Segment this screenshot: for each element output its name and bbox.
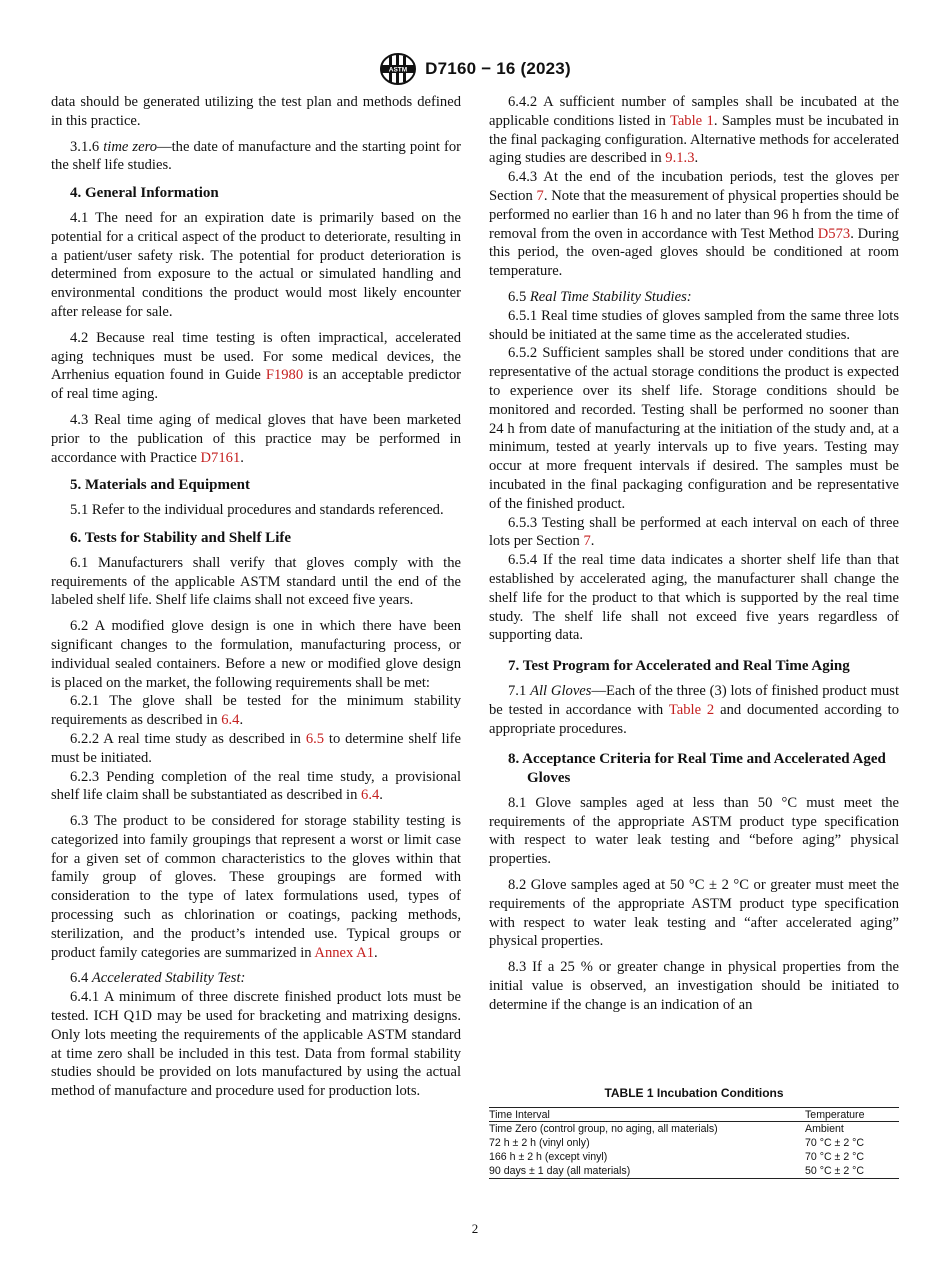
ref-6-4-link[interactable]: 6.4 <box>361 787 380 804</box>
table-cell: Ambient <box>805 1123 844 1135</box>
table-cell: 72 h ± 2 h (vinyl only) <box>489 1137 590 1149</box>
table-cell: 90 days ± 1 day (all materials) <box>489 1164 805 1179</box>
paragraph-6-2-3: 6.2.3 Pending completion of the real time study, a provisional shelf life claim shall be substantiated as described in 6.4. <box>51 768 461 804</box>
ref-6-5-link[interactable]: 6.5 <box>305 730 325 747</box>
paragraph-4-3: 4.3 Real time aging of medical gloves that have been marketed prior to the publication of this practice may be performed in accordance with Practice D7161. <box>51 411 461 466</box>
incubation-conditions-table <box>489 1107 899 1179</box>
page-number: 2 <box>471 1221 479 1236</box>
table-caption: TABLE 1 Incubation Conditions <box>604 1086 784 1100</box>
paragraph-6-5-2: 6.5.2 Sufficient samples shall be stored under conditions that are representative of the actual storage conditions the product is expected to experience over its shelf life. Storage conditions should be monitored and recorded. Testing shall be performed no sooner than 24 h from date of manufacturing at the initiation of the study and, at a minimum, tested at yearly intervals up to five years. Testing may occur at more frequent intervals if desired. The samples must be incubated in the final packaging configuration and be representative of the finished product. <box>489 345 899 512</box>
paragraph-8-3: 8.3 If a 25 % or greater change in physical properties from the initial value is observed, an investigation should be initiated to determine if the change is an indication of an <box>489 959 899 1013</box>
ref-d7161-link[interactable]: D7161 <box>200 449 241 466</box>
paragraph-6-1: 6.1 Manufacturers shall verify that gloves comply with the requirements of the applicable ASTM standard until the end of the labeled shelf life. Shelf life claims shall not exceed five years. <box>51 554 461 609</box>
table-cell: Time Zero (control group, no aging, all materials) <box>489 1123 718 1135</box>
paragraph-7-1: 7.1 All Gloves—Each of the three (3) lots of finished product must be tested in accordance with Table 2 and documented according to appropriate procedures. <box>489 682 900 737</box>
paragraph-6-5: 6.5 Real Time Stability Studies: <box>508 288 692 305</box>
ref-section-7-link[interactable]: 7 <box>536 187 544 204</box>
ref-section-7-link[interactable]: 7 <box>583 533 591 550</box>
table-cell: 166 h ± 2 h (except vinyl) <box>489 1151 608 1163</box>
ref-f1980-link[interactable]: F1980 <box>265 367 304 384</box>
paragraph-4-1: 4.1 The need for an expiration date is primarily based on the potential for a critical aspect of the product to deteriorate, resulting in a patient/user safety risk. The potential for product deterioration is determined from exposure to the actual or simulated handling and environmental conditions the product would most likely encounter after release for sale. <box>51 209 461 320</box>
paragraph-6-4-2: 6.4.2 A sufficient number of samples shall be incubated at the applicable conditions listed in Table 1. Samples must be incubated in the final packaging configuration. Alternative methods for accelerated aging studies are described in 9.1.3. <box>489 94 899 167</box>
section-4-heading: 4. General Information <box>70 185 219 202</box>
ref-9-1-3-link[interactable]: 9.1.3 <box>665 150 695 167</box>
ref-6-4-link[interactable]: 6.4 <box>221 712 240 729</box>
table-1 <box>489 1086 899 1179</box>
section-7-heading: 7. Test Program for Accelerated and Real Time Aging <box>508 658 850 675</box>
paragraph-6-4-1: 6.4.1 A minimum of three discrete finished product lots must be tested. ICH Q1D may be used for bracketing and matrixing designs. Only lots meeting the requirements of the applicable ASTM standard at time zero shall be included in this test. Data from formal stability studies should be provided on lots manufactured by using the actual method of manufacture and procedure used for production lots. <box>51 989 461 1100</box>
paragraph-6-2: 6.2 A modified glove design is one in which there have been significant changes to the formulation, manufacturing process, or individual sealed containers. Before a new or modified glove design is placed on the market, the following requirements shall be met: <box>51 618 461 691</box>
paragraph-6-4-3: 6.4.3 At the end of the incubation periods, test the gloves per Section 7. Note that the measurement of physical properties should be performed no earlier than 16 h and no later than 96 h from the time of removal from the oven in accordance with Test Method D573. During this period, the oven-aged gloves should be conditioned at room temperature. <box>489 169 899 280</box>
paragraph-6-2-1: 6.2.1 The glove shall be tested for the minimum stability requirements as described in 6.4. <box>51 693 461 729</box>
ref-d573-link[interactable]: D573 <box>817 225 851 242</box>
column-header-time-interval: Time Interval <box>489 1108 805 1122</box>
paragraph-3-1-6: 3.1.6 time zero—the date of manufacture and the starting point for the shelf life studies. <box>51 138 461 174</box>
table-row <box>489 1150 899 1164</box>
document-designation: D7160 − 16 (2023) <box>425 59 571 78</box>
ref-table-1-link[interactable]: Table 1 <box>669 112 714 129</box>
table-row <box>489 1164 899 1179</box>
paragraph-5-1: 5.1 Refer to the individual procedures and standards referenced. <box>70 502 444 519</box>
svg-text:ASTM: ASTM <box>388 66 408 74</box>
paragraph-8-1: 8.1 Glove samples aged at less than 50 °C must meet the requirements of the appropriate ASTM product type specification with respect to water leak testing and “before aging” physical properties. <box>489 794 899 868</box>
paragraph-8-2: 8.2 Glove samples aged at 50 °C ± 2 °C or greater must meet the requirements of the appropriate ASTM product type specification with respect to water leak testing and “after accelerated aging” physical properties. <box>489 877 899 950</box>
ref-table-2-link[interactable]: Table 2 <box>668 701 715 718</box>
table-cell: 70 °C ± 2 °C <box>805 1137 865 1149</box>
table-cell: 50 °C ± 2 °C <box>805 1164 899 1179</box>
page-header <box>0 52 950 86</box>
section-6-heading: 6. Tests for Stability and Shelf Life <box>70 529 292 546</box>
table-row <box>489 1122 899 1137</box>
paragraph-6-5-3: 6.5.3 Testing shall be performed at each interval on each of three lots per Section 7. <box>489 514 899 550</box>
paragraph-6-5-4: 6.5.4 If the real time data indicates a shorter shelf life than that established by accelerated aging, the manufacturer shall change the shelf life for the product to that which is supported by the real time study. The shelf life shall not exceed five years regardless of supporting data. <box>489 552 899 644</box>
table-cell: 70 °C ± 2 °C <box>805 1151 865 1163</box>
column-header-temperature: Temperature <box>805 1108 899 1122</box>
paragraph-6-4: 6.4 Accelerated Stability Test: <box>70 970 246 987</box>
paragraph-4-2: 4.2 Because real time testing is often impractical, accelerated aging techniques must be used. For some medical devices, the Arrhenius equation found in Guide F1980 is an acceptable predictor of real time aging. <box>51 329 462 403</box>
astm-logo-icon <box>379 52 417 86</box>
left-column <box>51 93 461 1101</box>
paragraph-6-5-1: 6.5.1 Real time studies of gloves sampled from the same three lots should be initiated at the same time as the accelerated studies. <box>489 307 899 343</box>
paragraph-continued: data should be generated utilizing the test plan and methods defined in this practice. <box>51 94 461 129</box>
ref-annex-a1-link[interactable]: Annex A1 <box>314 944 374 961</box>
section-8-heading: 8. Acceptance Criteria for Real Time and Accelerated Aged Gloves <box>508 751 886 787</box>
right-column <box>489 93 899 1015</box>
section-5-heading: 5. Materials and Equipment <box>70 477 251 494</box>
table-header-row <box>489 1108 899 1122</box>
paragraph-6-2-2: 6.2.2 A real time study as described in 6.5 to determine shelf life must be initiated. <box>51 730 461 766</box>
table-row <box>489 1136 899 1150</box>
paragraph-6-3: 6.3 The product to be considered for storage stability testing is categorized into family groupings that represent a worst or limit case for a given set of common characteristics to the gloves within that family group of gloves. These groupings are formed with consideration to the type of latex formulations used, types of processing such as chlorination or coatings, packing methods, sterilization, and the product’s intended use. Typical groups or product family categories are summarized in Annex A1. <box>51 813 461 961</box>
